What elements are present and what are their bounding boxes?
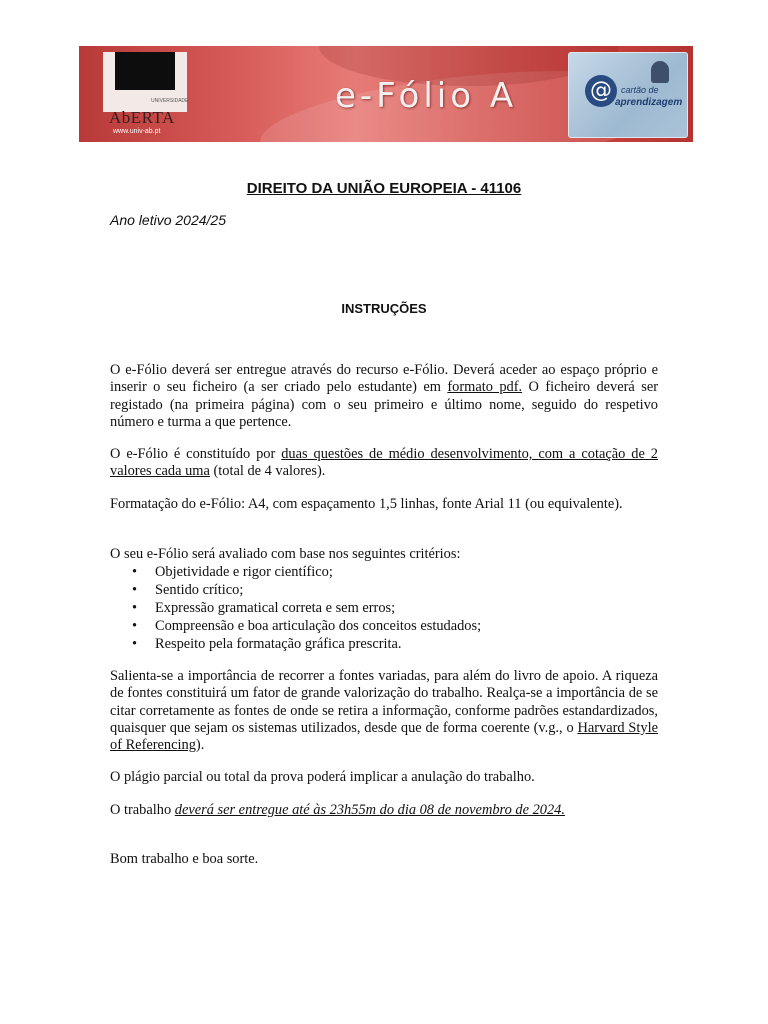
- list-item: [110, 599, 658, 617]
- list-item: [110, 635, 658, 653]
- list-item-text: Respeito pela formatação gráfica prescrita.: [155, 636, 402, 652]
- list-item-text: Sentido crítico;: [155, 582, 244, 598]
- paragraph-formatting: Formatação do e-Fólio: A4, com espaçamento 1,5 linhas, fonte Arial 11 (ou equivalente).: [110, 496, 623, 512]
- paragraph-text: O ficheiro deverá ser registado (na primeira página) com o seu primeiro e último nome, seguido do respetivo número e turma a que pertence.: [110, 379, 658, 430]
- paragraph-text: ).: [195, 737, 205, 754]
- logo-mark: [115, 52, 175, 90]
- paragraph-questions: [110, 446, 658, 481]
- header-banner: [79, 46, 693, 142]
- person-icon: [651, 61, 669, 83]
- underlined-text: formato pdf.: [447, 379, 523, 396]
- paragraph-criteria-intro: O seu e-Fólio será avaliado com base nos seguintes critérios:: [110, 546, 461, 562]
- logo-small-text: UNIVERSIDADE: [151, 98, 189, 104]
- at-sign-icon: @: [585, 75, 617, 107]
- paragraph-sources: [110, 668, 658, 754]
- paragraph-text: O e-Fólio deverá ser entregue através do recurso e-Fólio. Deverá aceder ao espaço próprio e inserir o seu ficheiro (a ser criado pelo estudante) em: [110, 362, 658, 396]
- logo-url: www.univ-ab.pt: [113, 128, 161, 135]
- paragraph-text: (total de 4 valores).: [209, 463, 326, 480]
- list-item: [110, 617, 658, 635]
- bullet-icon: •: [132, 582, 138, 598]
- paragraph-text: Salienta-se a importância de recorrer a fontes variadas, para além do livro de apoio. A riqueza de fontes constituirá um fator de grande valorização do trabalho. Realça-se a importância de se citar corretamente as fontes de onde se retira a informação, conforme padrões estandardizados, quaisquer que sejam os sistemas utilizados, desde que de forma coerente (v.g., o: [110, 668, 658, 736]
- list-item-text: Expressão gramatical correta e sem erros;: [155, 600, 396, 616]
- academic-year: Ano letivo 2024/25: [110, 212, 226, 228]
- paragraph-text: O trabalho: [110, 802, 175, 818]
- list-item: [110, 563, 658, 581]
- bullet-icon: •: [132, 636, 138, 652]
- bullet-icon: •: [132, 618, 138, 634]
- banner-title: e-Fólio A: [335, 76, 518, 116]
- underlined-text: Harvard Style of Referencing: [110, 719, 659, 754]
- paragraph-closing: Bom trabalho e boa sorte.: [110, 851, 259, 867]
- course-title: DIREITO DA UNIÃO EUROPEIA - 41106: [246, 180, 522, 197]
- list-item: [110, 581, 658, 599]
- badge-text-line2: aprendizagem: [615, 97, 683, 108]
- list-item-text: Objetividade e rigor científico;: [155, 564, 333, 580]
- deadline-text: deverá ser entregue até às 23h55m do dia 08 de novembro de 2024.: [174, 802, 565, 818]
- learning-card-badge: [568, 52, 688, 138]
- paragraph-text: O e-Fólio é constituído por: [110, 446, 282, 462]
- underlined-text: duas questões de médio desenvolvimento, com a cotação de 2 valores cada uma: [110, 446, 658, 480]
- paragraph-plagiarism: O plágio parcial ou total da prova poderá implicar a anulação do trabalho.: [110, 769, 535, 785]
- bullet-icon: •: [132, 564, 138, 580]
- logo-name: AbERTA: [109, 108, 175, 127]
- badge-text-line1: cartão de: [621, 85, 659, 95]
- list-item-text: Compreensão e boa articulação dos conceitos estudados;: [155, 618, 482, 634]
- bullet-icon: •: [132, 600, 138, 616]
- instructions-heading: INSTRUÇÕES: [341, 301, 427, 316]
- criteria-list: [110, 563, 658, 653]
- university-logo: [103, 52, 187, 112]
- paragraph-submission: [110, 362, 658, 431]
- paragraph-deadline: [110, 802, 658, 819]
